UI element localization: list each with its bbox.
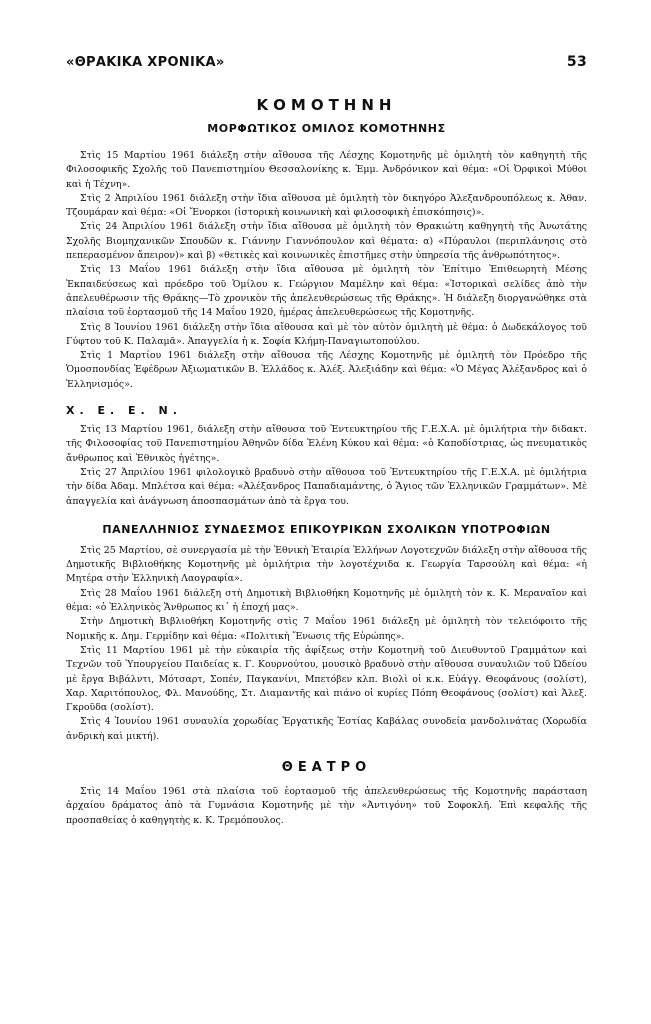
paragraph: Στὶς 2 Ἀπριλίου 1961 διάλεξη στὴν ἴδια αἴθουσα μὲ ὁμιλητὴ τὸν δικηγόρο Ἀλεξανδρουπόλεως κ. Ἀθαν. Τζουμάραν καὶ θέμα: «Οἱ Ἔνορκοι (ἱστορικὴ κοινωνικὴ καὶ φιλοσοφικὴ ἐπισκόπησις)». xyxy=(66,192,587,219)
running-header xyxy=(66,54,587,70)
paragraph: Στὶς 24 Ἀπριλίου 1961 διάλεξη στὴν ἴδια αἴθουσα μὲ ὁμιλητὴ τὸν Θρακιώτη καθηγητὴ τῆς Ἀνωτάτης Σχολῆς Βιομηχανικῶν Σπουδῶν κ. Γιάννην Γιαννόπουλον καὶ θέματα: α) «Πύραυλοι (περιπλάνησις στὸ πεπερασμένον ἄπειρον)» καὶ β) «θετικὲς καὶ κοινωνικὲς ἐπιστῆμες στὴν ὑπηρεσία τῆς ἀνθρωπότητος». xyxy=(66,221,587,262)
paragraph: Στὶς 8 Ἰουνίου 1961 διάλεξη στὴν ἴδια αἴθουσα καὶ μὲ τὸν αὐτὸν ὁμιλητὴ μὲ θέμα: ὁ Δωδεκάλογος τοῦ Γύφτου τοῦ Κ. Παλαμᾶ». Ἀπαγγελία ἡ κ. Σοφία Κλήμη-Παναγιωτοπούλου. xyxy=(66,321,587,347)
paragraph: Στὶς 14 Μαΐου 1961 στὰ πλαίσια τοῦ ἑορτασμοῦ τῆς ἀπελευθερώσεως τῆς Κομοτηνῆς παράσταση ἀρχαίου δράματος ἀπὸ τὰ Γυμνάσια Κομοτηνῆς μὲ τὴν «Ἀντιγόνη» τοῦ Σοφοκλῆ. Ἐπὶ κεφαλῆς τῆς προσπαθείας ὁ καθηγητὴς κ. Κ. Τρεμόπουλος. xyxy=(66,785,587,826)
section-body-xeen xyxy=(66,423,587,509)
paragraph: Στὶς 27 Ἀπριλίου 1961 φιλολογικὸ βραδυνὸ στὴν αἴθουσα τοῦ Ἐντευκτηρίου τῆς Γ.Ε.Χ.Α. μὲ ὁμιλήτρια τὴν δίδα Ἀδαμ. Μπλέτσα καὶ θέμα: «Ἀλέξανδρος Παπαδιαμάντης, ὁ Ἅγιος τῶν Ἑλληνικῶν Γραμμάτων». Μὲ ἀπαγγελία καὶ ἀνάγνωση ἀποσπασμάτων ἀπὸ τὰ ἔργα του. xyxy=(66,466,587,507)
paragraph: Στὶς 13 Μαΐου 1961 διάλεξη στὴν ἴδια αἴθουσα μὲ ὁμιλητὴ τὸν Ἐπίτιμο Ἐπιθεωρητὴ Μέσης Ἐκπαιδεύσεως καὶ πρόεδρο τοῦ Ὁμίλου κ. Γεώργιον Μαμέλην καὶ θέμα: «Ἱστορικαὶ σελίδες ἀπὸ τὴν ἀπελευθέρωσιν τῆς Θράκης—Τὸ χρονικὸν τῆς ἀπελευθερώσεως τῆς Θράκης». Ἡ διάλεξη διοργανώθηκε στὰ πλαίσια τοῦ ἑορτασμοῦ τῆς 14 Μαΐου 1920, ἡμέρας ἀπελευθερώσεως τῆς Κομοτηνῆς. xyxy=(66,264,587,319)
paragraph: Στὶς 4 Ἰουνίου 1961 συναυλία χορωδίας Ἐργατικῆς Ἑστίας Καβάλας συνοδεία μανδολινάτας (Χορωδία ἀνδρικὴ καὶ μικτή). xyxy=(66,716,587,742)
paragraph: Στὶς 25 Μαρτίου, σὲ συνεργασία μὲ τὴν Ἐθνικὴ Ἑταιρία Ἑλλήνων Λογοτεχνῶν διάλεξη στὴν αἴθουσα τῆς Δημοτικῆς Βιβλιοθήκης Κομοτηνῆς μὲ ὁμιλήτρια τὴν λογοτέχνιδα κ. Γεωργία Ταρσούλη καὶ θέμα: «ἡ Μητέρα στὴν Ἑλληνικὴ Λαογραφία». xyxy=(66,544,587,585)
paragraph: Στὶς 1 Μαρτίου 1961 διάλεξη στὴν αἴθουσα τῆς Λέσχης Κομοτηνῆς μὲ ὁμιλητὴ τὸν Πρόεδρο τῆς Ὁμοσπονδίας Ἐφέδρων Ἀξιωματικῶν Β. Ἑλλάδος κ. Ἀλέξ. Ἀλεξιάδην καὶ θέμα: «Ὁ Μέγας Ἀλέξανδρος καὶ ὁ Ἑλληνισμός». xyxy=(66,350,587,390)
paragraph: Στὶς 13 Μαρτίου 1961, διάλεξη στὴν αἴθουσα τοῦ Ἐντευκτηρίου τῆς Γ.Ε.Χ.Α. μὲ ὁμιλήτρια τὴν διδακτ. τῆς Φιλοσοφίας τοῦ Πανεπιστημίου Ἀθηνῶν δίδα Ἑλένη Κύκου καὶ θέμα: «ὁ Καποδίστριας, ὡς πνευματικὸς ἄνθρωπος καὶ Ἐθνικὸς ἡγέτης». xyxy=(66,424,587,464)
section-title-komotini: ΚΟΜΟΤΗΝΗ xyxy=(256,96,397,114)
section-body-theatro xyxy=(66,785,587,828)
section-title-xeen: Χ. Ε. Ε. Ν. xyxy=(66,404,182,418)
paragraph: Στὶς 28 Μαΐου 1961 διάλεξη στὴ Δημοτικὴ Βιβλιοθήκη Κομοτηνῆς μὲ ὁμιλητὴ τὸν κ. Κ. Μεραναῖον καὶ θέμα: «ὁ Ἑλληνικὸς Ἄνθρωπος κι᾿ ἡ ἐποχή μας». xyxy=(66,587,587,614)
paragraph: Στὶς 15 Μαρτίου 1961 διάλεξη στὴν αἴθουσα τῆς Λέσχης Κομοτηνῆς μὲ ὁμιλητὴ τὸν καθηγητὴ τῆς Φιλοσοφικῆς Σχολῆς τοῦ Πανεπιστημίου Θεσσαλονίκης κ. Ἐμμ. Ἀνδρόνικον καὶ θέμα: «Οἱ Ὀρφικοὶ Μύθοι καὶ ἡ Τέχνη». xyxy=(66,150,587,190)
section-body-morfotikos xyxy=(66,149,587,392)
page xyxy=(66,54,587,828)
paragraph: Στὴν Δημοτικὴ Βιβλιοθήκη Κομοτηνῆς στὶς 7 Μαΐου 1961 διάλεξη μὲ ὁμιλητὴ τὸν τελειόφοιτο τῆς Νομικῆς κ. Δημ. Γερμίδην καὶ θέμα: «Πολιτικὴ Ἕνωσις τῆς Εὐρώπης». xyxy=(66,616,587,642)
journal-title: «ΘΡΑΚΙΚΑ ΧΡΟΝΙΚΑ» xyxy=(66,55,225,70)
section-title-theatro: ΘΕΑΤΡΟ xyxy=(281,759,372,775)
page-number: 53 xyxy=(566,54,587,70)
section-title-syndesmos: ΠΑΝΕΛΛΗΝΙΟΣ ΣΥΝΔΕΣΜΟΣ ΕΠΙΚΟΥΡΙΚΩΝ ΣΧΟΛΙΚΩΝ ΥΠΟΤΡΟΦΙΩΝ xyxy=(102,522,551,536)
section-body-syndesmos xyxy=(66,544,587,744)
section-subtitle-morfotikos: ΜΟΡΦΩΤΙΚΟΣ ΟΜΙΛΟΣ ΚΟΜΟΤΗΝΗΣ xyxy=(207,122,446,135)
paragraph: Στὶς 11 Μαρτίου 1961 μὲ τὴν εὐκαιρία τῆς ἀφίξεως στὴν Κομοτηνὴ τοῦ Διευθυντοῦ Γραμμάτων καὶ Τεχνῶν τοῦ Ὑπουργείου Παιδείας κ. Γ. Κουρνούτου, μουσικὸ βραδυνὸ στὴν αἴθουσα συναυλιῶν τοῦ Ὠδείου μὲ ἔργα Βιβάλντι, Μότσαρτ, Σοπέν, Παγκανίνι, Μπετόβεν κλπ. Βιολὶ οἱ κ.κ. Εὐάγγ. Θεοφάνους (σολίστ), Χαρ. Χαριτόπουλος, Φλ. Μανούδης, Στ. Διαμαντῆς καὶ πιάνο οἱ κυρίες Πόπη Θεοφάνους (σολίστ) καὶ Ἀλεξ. Γκρoῦδα (σολίστ). xyxy=(66,644,587,714)
